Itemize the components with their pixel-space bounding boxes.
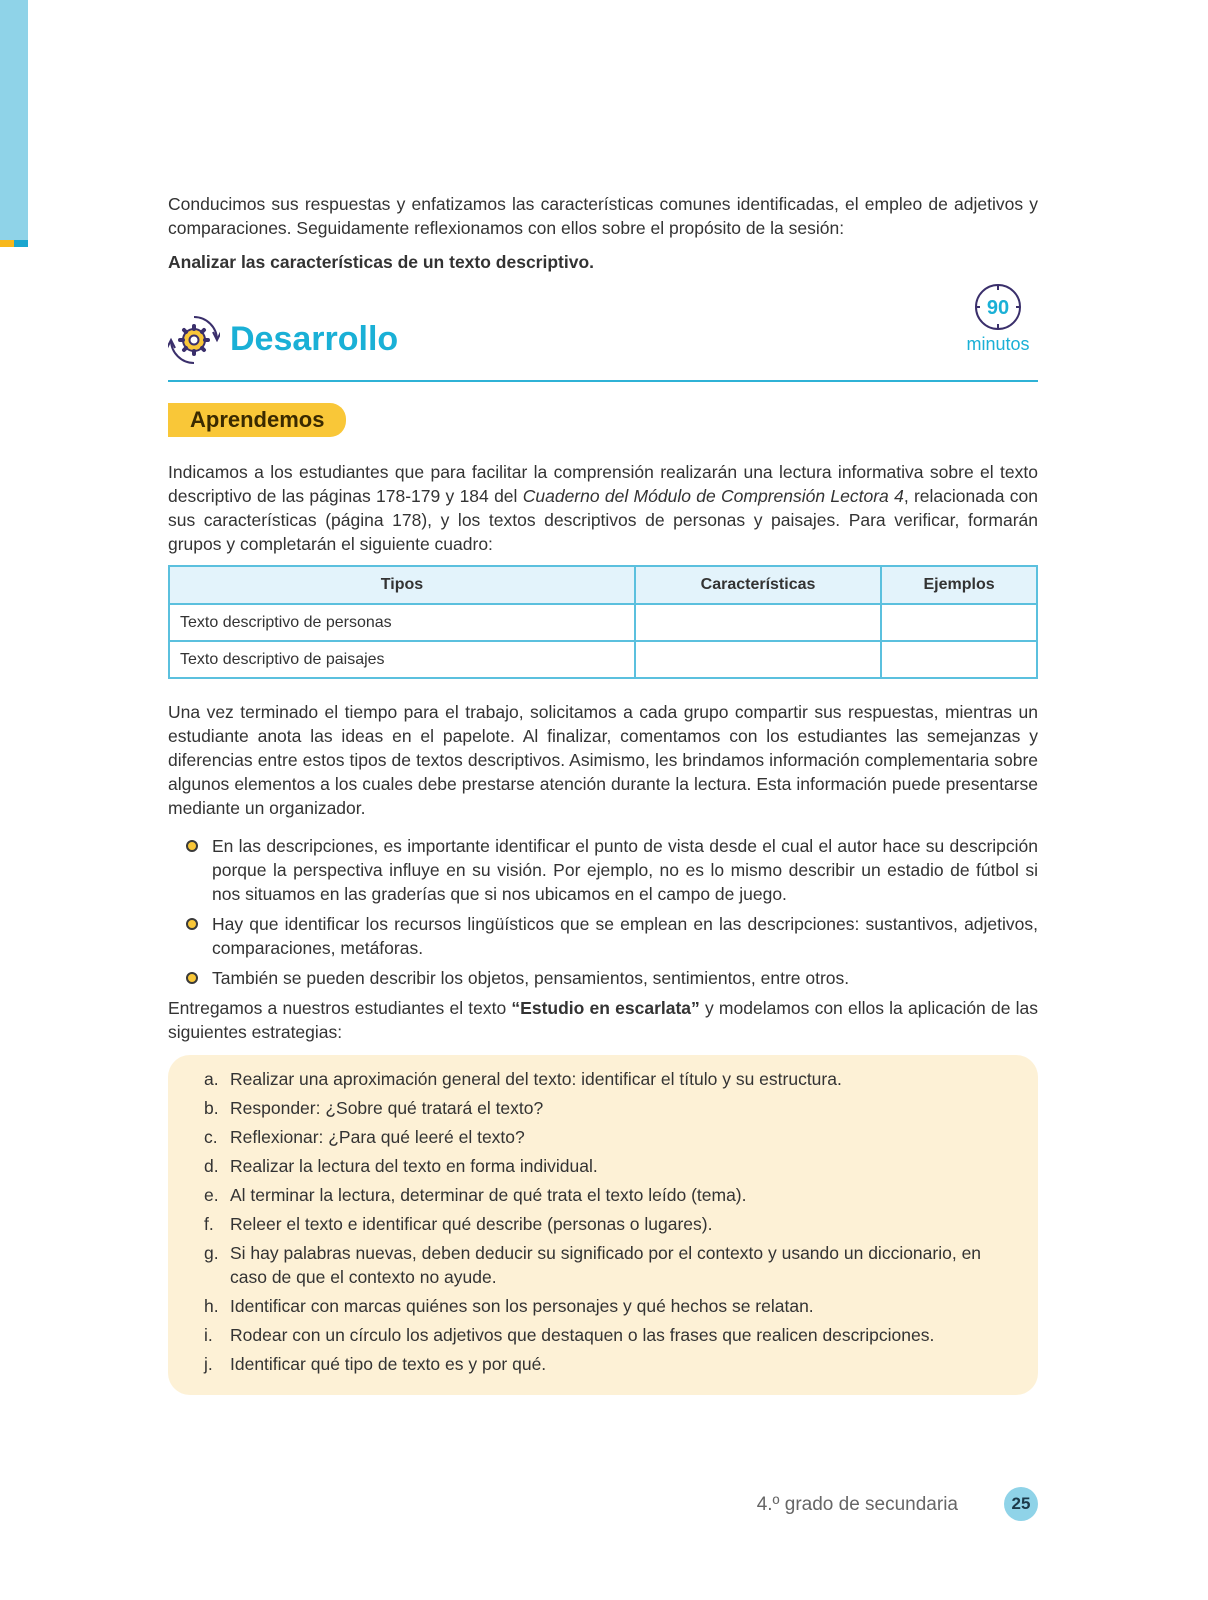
strategy-marker: a. bbox=[204, 1069, 219, 1089]
paragraph-handout-text: Entregamos a nuestros estudiantes el texto bbox=[168, 998, 512, 1018]
strategy-text: Identificar con marcas quiénes son los personajes y qué hechos se relatan. bbox=[230, 1296, 814, 1316]
strategies-list bbox=[168, 1055, 1038, 1376]
bullet-list bbox=[168, 834, 1038, 996]
table-header: Ejemplos bbox=[881, 566, 1037, 604]
paragraph-followup: Una vez terminado el tiempo para el trabajo, solicitamos a cada grupo compartir sus respuestas, mientras un estudiante anota las ideas en el papelote. Al finalizar, comentamos con los estudiantes las semejanzas y diferencias entre estos tipos de textos descriptivos. Asimismo, les brindamos información complementaria sobre algunos elementos a los cuales debe prestarse atención durante la lectura. Esta información puede presentarse mediante un organizador. bbox=[168, 702, 1038, 818]
strategy-item bbox=[204, 1241, 1018, 1289]
strategy-text: Realizar una aproximación general del texto: identificar el título y su estructura. bbox=[230, 1069, 842, 1089]
strategy-marker: h. bbox=[204, 1296, 219, 1316]
paragraph-instructions-text-end: , relacionada con sus características (página 178), y los textos descriptivos de personas y paisajes. Para verificar, formarán grupos y completarán el siguiente cuadro: bbox=[168, 486, 1038, 554]
side-bar-decoration bbox=[0, 0, 28, 240]
strategy-marker: i. bbox=[204, 1325, 213, 1345]
strategy-marker: f. bbox=[204, 1214, 214, 1234]
timer-value: 90 bbox=[986, 297, 1010, 319]
strategy-marker: e. bbox=[204, 1185, 219, 1205]
text-title: “Estudio en escarlata” bbox=[511, 998, 700, 1018]
section-title: Desarrollo bbox=[230, 320, 399, 358]
table-header: Tipos bbox=[169, 566, 635, 604]
strategy-item bbox=[204, 1212, 1018, 1236]
list-item-text: Hay que identificar los recursos lingüísticos que se emplean en las descripciones: sustantivos, adjetivos, comparaciones, metáforas. bbox=[212, 914, 1038, 958]
strategy-text: Realizar la lectura del texto en forma individual. bbox=[230, 1156, 598, 1176]
paragraph-handout-text-end: y modelamos con ellos la aplicación de las siguientes estrategias: bbox=[168, 998, 1039, 1042]
paragraph-instructions bbox=[168, 460, 1038, 556]
strategy-text: Releer el texto e identificar qué describe (personas o lugares). bbox=[230, 1214, 713, 1234]
intro-paragraph: Conducimos sus respuestas y enfatizamos las características comunes identificadas, el empleo de adjetivos y comparaciones. Seguidamente reflexionamos con ellos sobre el propósito de la sesión: bbox=[168, 194, 1038, 238]
table-cell bbox=[635, 641, 881, 678]
strategy-text: Al terminar la lectura, determinar de qué trata el texto leído (tema). bbox=[230, 1185, 747, 1205]
strategy-text: Si hay palabras nuevas, deben deducir su significado por el contexto y usando un diccionario, en caso de que el contexto no ayude. bbox=[230, 1243, 982, 1287]
timer-badge bbox=[958, 282, 1038, 355]
strategies-box bbox=[168, 1055, 1038, 1395]
session-purpose: Analizar las características de un texto descriptivo. bbox=[168, 252, 595, 272]
book-title: Cuaderno del Módulo de Comprensión Lectora 4 bbox=[522, 486, 904, 506]
table-cell bbox=[881, 641, 1037, 678]
gear-icon bbox=[168, 314, 220, 366]
table-header-row bbox=[169, 566, 1037, 604]
strategy-item bbox=[204, 1096, 1018, 1120]
bullet-icon bbox=[186, 918, 198, 930]
strategy-marker: c. bbox=[204, 1127, 218, 1147]
strategy-item bbox=[204, 1067, 1018, 1091]
strategy-marker: j. bbox=[204, 1354, 213, 1374]
side-bar-accent-yellow bbox=[0, 240, 14, 247]
list-item bbox=[168, 966, 1038, 990]
table-cell bbox=[881, 604, 1037, 641]
strategy-item bbox=[204, 1125, 1018, 1149]
table-cell: Texto descriptivo de paisajes bbox=[169, 641, 635, 678]
list-item bbox=[168, 834, 1038, 906]
description-table bbox=[168, 565, 1038, 679]
list-item-text: También se pueden describir los objetos, pensamientos, sentimientos, entre otros. bbox=[212, 968, 850, 988]
bullet-icon bbox=[186, 840, 198, 852]
paragraph-text-handout bbox=[168, 996, 1038, 1044]
side-bar-accent-blue bbox=[14, 240, 28, 247]
table-row bbox=[169, 641, 1037, 678]
strategy-marker: g. bbox=[204, 1243, 219, 1263]
list-item-text: En las descripciones, es importante identificar el punto de vista desde el cual el autor hace su descripción porque la perspectiva influye en su visión. Por ejemplo, no es lo mismo describir un estadio de fútbol si nos situamos en las graderías que si nos ubicamos en el campo de juego. bbox=[212, 836, 1038, 904]
strategy-text: Reflexionar: ¿Para qué leeré el texto? bbox=[230, 1127, 525, 1147]
timer-unit: minutos bbox=[966, 334, 1030, 354]
strategy-item bbox=[204, 1323, 1018, 1347]
footer-grade: 4.º grado de secundaria bbox=[756, 1494, 958, 1515]
bullet-icon bbox=[186, 972, 198, 984]
strategy-item bbox=[204, 1154, 1018, 1178]
table-row bbox=[169, 604, 1037, 641]
table-header: Características bbox=[635, 566, 881, 604]
strategy-marker: d. bbox=[204, 1156, 219, 1176]
strategy-text: Responder: ¿Sobre qué tratará el texto? bbox=[230, 1098, 544, 1118]
strategy-item bbox=[204, 1294, 1018, 1318]
strategy-text: Rodear con un círculo los adjetivos que destaquen o las frases que realicen descripciones. bbox=[230, 1325, 935, 1345]
strategy-item bbox=[204, 1183, 1018, 1207]
clock-icon bbox=[973, 282, 1023, 332]
strategy-marker: b. bbox=[204, 1098, 219, 1118]
strategy-item bbox=[204, 1352, 1018, 1376]
table-cell bbox=[635, 604, 881, 641]
page-number: 25 bbox=[1004, 1487, 1038, 1521]
strategy-text: Identificar qué tipo de texto es y por qué. bbox=[230, 1354, 547, 1374]
subsection-label: Aprendemos bbox=[168, 403, 346, 437]
section-header bbox=[168, 297, 1038, 382]
table-cell: Texto descriptivo de personas bbox=[169, 604, 635, 641]
list-item bbox=[168, 912, 1038, 960]
paragraph-instructions-text: Indicamos a los estudiantes que para facilitar la comprensión realizarán una lectura informativa sobre el texto descriptivo de las páginas 178-179 y 184 del bbox=[168, 462, 1038, 506]
